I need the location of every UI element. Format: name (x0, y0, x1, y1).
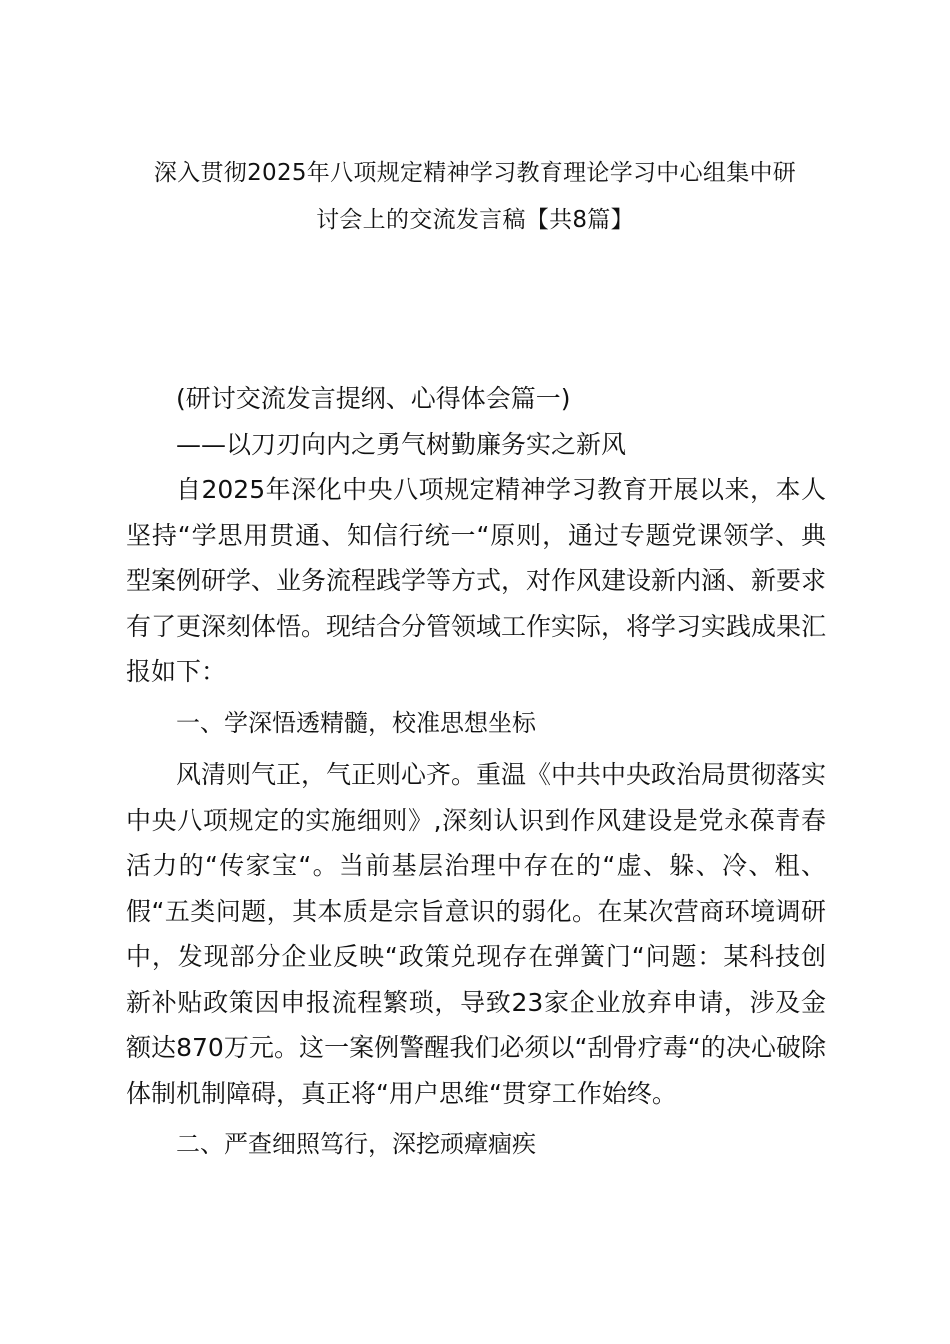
section-heading-1: 一、学深悟透精髓，校准思想坐标 (176, 708, 536, 737)
title-line-1: 深入贯彻2025年八项规定精神学习教育理论学习中心组集中研 (153, 160, 797, 186)
section-label: (研讨交流发言提纲、心得体会篇一) (176, 384, 571, 413)
intro-paragraph: 自2025年深化中央八项规定精神学习教育开展以来，本人坚持“学思用贯通、知信行统一“原则，通过专题党课领学、典型案例研学、业务流程践学等方式，对作风建设新内涵、新要求有了更深刻体悟。现结合分管领域工作实际，将学习实践成果汇报如下： (126, 475, 827, 686)
body-paragraph-1: 风清则气正，气正则心齐。重温《中共中央政治局贯彻落实中央八项规定的实施细则》,深刻认识到作风建设是党永葆青春活力的“传家宝“。当前基层治理中存在的“虚、躲、冷、粗、假“五类问题，其本质是宗旨意识的弱化。在某次营商环境调研中，发现部分企业反映“政策兑现存在弹簧门“问题：某科技创新补贴政策因申报流程繁琐，导致23家企业放弃申请，涉及金额达870万元。这一案例警醒我们必须以“刮骨疗毒“的决心破除体制机制障碍，真正将“用户思维“贯穿工作始终。 (126, 760, 827, 1108)
subtitle: ——以刀刃向内之勇气树勤廉务实之新风 (176, 429, 627, 459)
document-body (126, 376, 826, 1174)
section-heading-2: 二、严查细照笃行，深挖顽瘴痼疾 (176, 1130, 536, 1158)
document-title (118, 150, 832, 244)
title-line-2: 讨会上的交流发言稿【共8篇】 (316, 207, 634, 233)
